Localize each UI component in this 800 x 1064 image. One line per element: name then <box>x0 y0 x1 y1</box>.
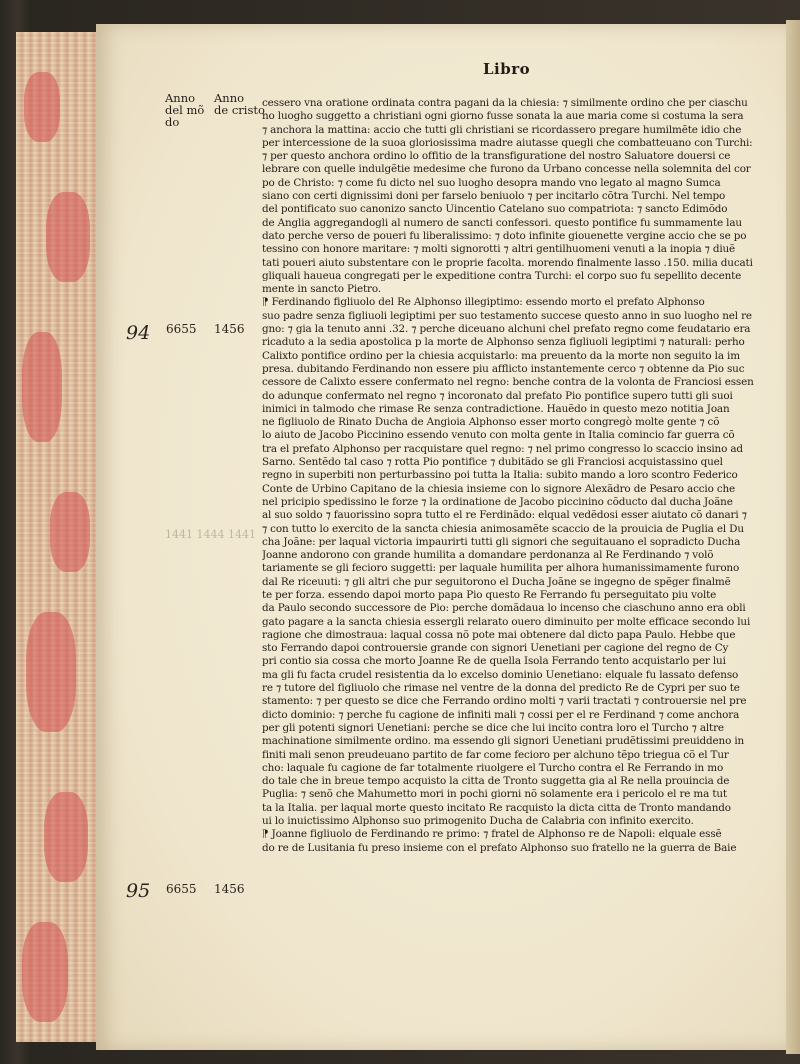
text-line: Puglia: ⁊ senõ che Mahumetto mori in pochi giorni nõ solamente era i pericolo el re ma tut <box>262 788 727 801</box>
text-line: ne figliuolo de Rinato Ducha de Angioia Alphonso esser morto congregò molte gente ⁊ cõ <box>262 416 720 429</box>
handwritten-note: 95 <box>126 880 151 902</box>
text-line: Conte de Urbino Capitano de la chiesia insieme con lo signore Alexãdro de Pesaro accio che <box>262 482 736 495</box>
body-text-block <box>262 97 774 855</box>
text-line: ⁊ per questo anchora ordino lo offitio de la transfiguratione del nostro Saluatore douersi ce <box>262 150 731 163</box>
text-line: cho: laquale fu cagione de far totalmente riuolgere el Turcho contra el Re Ferrando in mo <box>262 761 724 774</box>
text-line: suo padre senza figliuoli legiptimi per suo testamento succese questo anno in suo luogho nel re <box>262 309 752 322</box>
text-line: presa. dubitando Ferdinando non essere piu afflicto instantemente cerco ⁊ obtenne da Pio suc <box>262 362 745 375</box>
text-line: al suo soldo ⁊ fauorissino sopra tutto el re Ferdinãdo: elqual vedẽdosi esser aiutato cõ danari ⁊ <box>262 509 747 522</box>
text-line: lebrare con quelle indulgẽtie medesime che furono da Urbano concesse nella solemnita del cor <box>262 163 751 176</box>
text-line: stamento: ⁊ per questo se dice che Ferrando ordino molti ⁊ varii tractati ⁊ controuersie nel pre <box>262 695 747 708</box>
text-line: cessore de Calixto essere confermato nel regno: benche contra de la volonta de Franciosi essen <box>262 376 754 389</box>
text-line: tessino con honore maritare: ⁊ molti signorotti ⁊ altri gentilhuomeni venuti a la inopia ⁊ diuẽ <box>262 243 736 256</box>
text-line: ragione che dimostraua: laqual cossa nõ pote mai obtenere dal dicto papa Paulo. Hebbe que <box>262 628 736 641</box>
text-line: tati poueri aiuto substentare con le proprie facolta. morendo finalmente lasso .150. milia ducati <box>262 256 753 269</box>
text-line: da Paulo secondo successore de Pio: perche domãdaua lo incenso che ciaschuno anno era obli <box>262 602 746 615</box>
text-line: ⁊ con tutto lo exercito de la sancta chiesia animosamẽte scaccio de la prouicia de Puglia el Du <box>262 522 744 535</box>
column-head-line: del mõ <box>165 103 205 117</box>
text-line: inimici in talmodo che rimase Re senza contradictione. Hauẽdo in questo mezo notitia Joan <box>262 402 730 415</box>
text-line: do re de Lusitania fu preso insieme con el prefato Alphonso suo fratello ne la guerra de Baie <box>262 841 737 854</box>
book-fore-edge <box>16 32 100 1042</box>
column-head-line: do <box>165 115 180 129</box>
text-line: Calixto pontifice ordino per la chiesia acquistarlo: ma preuento da la morte non seguito la im <box>262 349 740 362</box>
text-line: po de Christo: ⁊ come fu dicto nel suo luogho desopra mando vno legato al magno Sumca <box>262 176 721 189</box>
year-of-world: 6655 <box>166 322 197 336</box>
column-head-line: Anno <box>214 91 245 105</box>
year-of-christ: 1456 <box>214 322 245 336</box>
text-line: te per forza. essendo dapoi morto papa Pio questo Re Ferrando fu perseguitato piu volte <box>262 588 717 601</box>
text-line: re ⁊ tutore del figliuolo che rimase nel ventre de la donna del predicto Re de Cypri per suo te <box>262 682 740 695</box>
text-line: regno in superbiti non perturbassino poi tutta la Italia: subito mando a loro scontro Federico <box>262 469 738 482</box>
text-line: nel pricipio spedissino le forze ⁊ la ordinatione de Jacobo piccinino cõducto dal ducha Joãne <box>262 495 733 508</box>
text-line: ui lo inuictissimo Alphonso suo primogenito Ducha de Calabria con infinito exercito. <box>262 815 694 828</box>
text-line: gliquali haueua congregati per le expeditione contra Turchi: el corpo suo fu sepellito decente <box>262 269 742 282</box>
text-line: dato perche verso de poueri fu liberalissimo: ⁊ doto infinite giouenette vergine accio che se po <box>262 229 747 242</box>
year-of-world: 6655 <box>166 882 197 896</box>
text-line: pri contio sia cossa che morto Joanne Re de quella Isola Ferrando tento acquistarlo per lui <box>262 655 726 668</box>
text-line: tariamente se gli fecioro suggetti: per laquale humilita per alhora humanissimamente furono <box>262 562 740 575</box>
text-line: per intercessione de la suoa gloriosissima madre aiutasse quegli che combatteuano con Turchi: <box>262 136 753 149</box>
text-line: cessero vna oratione ordinata contra pagani da la chiesia: ⁊ similmente ordino che per ciaschu <box>262 97 748 109</box>
text-line: sto Ferrando dapoi controuersie grande con signori Uenetiani per cagione del regno de Cy <box>262 642 729 655</box>
text-line: mente in sancto Pietro. <box>262 283 381 296</box>
text-line: ma gli fu facta crudel resistentia da lo excelso dominio Uenetiano: elquale fu lassato defenso <box>262 668 739 681</box>
text-line: Sarno. Sentẽdo tal caso ⁊ rotta Pio pontifice ⁊ dubitãdo se gli Franciosi acquistassino quel <box>262 456 723 469</box>
text-line: dal Re riceuuti: ⁊ gli altri che pur seguitorono el Ducha Joãne se ingegno de spẽger finalmẽ <box>262 575 731 588</box>
text-line: cha Joãne: per laqual victoria impaurirti tutti gli signori che seguitauano el sopradicto Ducha <box>262 535 741 548</box>
text-line: ta la Italia. per laqual morte questo incitato Re racquisto la dicta citta de Tronto mandando <box>262 801 731 814</box>
handwritten-note: 94 <box>126 322 151 344</box>
text-line: Joanne andorono con grande humilita a domandare perdonanza al Re Ferdinando ⁊ volõ <box>262 549 714 562</box>
column-head-line: de cristo <box>214 103 265 117</box>
text-line: siano con certi dignissimi doni per farselo beniuolo ⁊ per incitarlo cõtra Turchi. Nel tempo <box>262 190 726 203</box>
text-line: lo aiuto de Jacobo Piccinino essendo venuto con molta gente in Italia comincio far guerra cõ <box>262 429 735 442</box>
text-line: per gli potenti signori Uenetiani: perche se dice che lui incito contra loro el Turcho ⁊ altre <box>262 721 724 734</box>
running-head: Libro <box>483 60 531 78</box>
text-line: tra el prefato Alphonso per racquistare quel regno: ⁊ nel primo congresso lo scaccio insino ad <box>262 442 743 455</box>
text-line: ⁋ Ferdinando figliuolo del Re Alphonso illegiptimo: essendo morto el prefato Alphonso <box>262 296 705 309</box>
text-line: machinatione similmente ordino. ma essendo gli signori Uenetiani prudẽtissimi preuiddeno in <box>262 735 745 748</box>
text-line: gato pagare a la sancta chiesia essergli relarato ouero diminuito per molte efficace secondo lui <box>262 615 751 628</box>
column-head-anno-cristo <box>214 92 265 116</box>
column-head-line: Anno <box>165 91 196 105</box>
text-line: ricaduto a la sedia apostolica p la morte de Alphonso senza figliuoli legiptimi ⁊ naturali: perho <box>262 336 745 349</box>
year-of-christ: 1456 <box>214 882 245 896</box>
show-through-marks: 1441 1444 1441 <box>165 528 256 541</box>
text-line: ⁋ Joanne figliuolo de Ferdinando re primo: ⁊ fratel de Alphonso re de Napoli: elquale essẽ <box>262 828 722 841</box>
text-line: finiti mali senon preudeuano partito de far come fecioro per alchuno tẽpo triegua cõ el Tur <box>262 748 729 761</box>
column-head-anno-mondo <box>165 92 204 128</box>
text-line: do tale che in breue tempo acquisto la citta de Tronto suggetta gia al Re nella prouincia de <box>262 775 730 788</box>
text-line: no luogho suggetto a christiani ogni giorno fusse sonata la aue maria come si costuma la sera <box>262 110 744 123</box>
text-line: de Anglia aggregandogli al numero de sancti confessori. questo pontifice fu summamente lau <box>262 216 742 229</box>
text-line: dicto dominio: ⁊ perche fu cagione de infiniti mali ⁊ cossi per el re Ferdinand ⁊ come anchora <box>262 708 740 721</box>
text-line: ⁊ anchora la mattina: accio che tutti gli christiani se ricordassero pregare humilmẽte idio che <box>262 123 742 136</box>
text-line: do adunque confermato nel regno ⁊ incoronato dal prefato Pio pontifice supero tutti gli suoi <box>262 389 733 402</box>
text-line: del pontificato suo canonizo sancto Uincentio Catelano suo compatriota: ⁊ sancto Edimõdo <box>262 203 728 216</box>
text-line: gno: ⁊ gia la tenuto anni .32. ⁊ perche diceuano alchuni chel prefato regno come feudatario era <box>262 323 751 336</box>
page-right-edge <box>786 20 800 1054</box>
